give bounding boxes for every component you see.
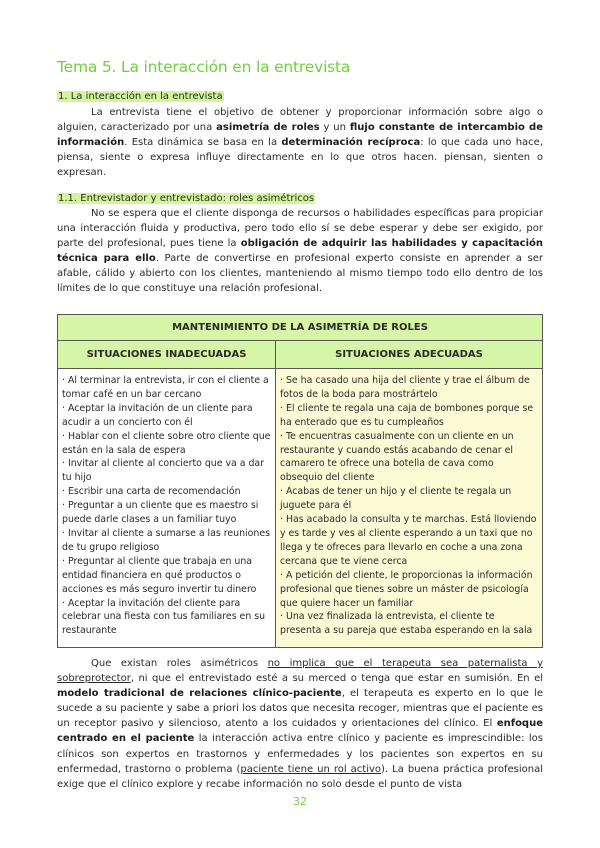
list-item: · Aceptar la invitación del cliente para celebrar una fiesta con tus familiares en su restaurante (62, 597, 266, 637)
list-item: · Preguntar a un cliente que es maestro si puede darle clases a un familiar tuyo (62, 500, 259, 526)
text-run: . Esta dinámica se basa en la (124, 137, 282, 149)
text-run: y un (319, 122, 350, 134)
list-item: · Preguntar al cliente que trabaja en una entidad financiera en qué productos o acciones es más seguro invertir tu dinero (62, 555, 257, 595)
column-header-adequate: SITUACIONES ADECUADAS (276, 341, 542, 369)
list-item: · Invitar al cliente al concierto que va a dar tu hijo (62, 458, 265, 484)
list-item: · Una vez finalizada la entrevista, el cliente te presenta a su pareja que estaba esperando en la sala (280, 611, 533, 637)
bold-term: modelo tradicional de relaciones clínico-paciente (57, 688, 342, 700)
section-heading-2-text: 1.1. Entrevistador y entrevistado: roles asimétricos (58, 193, 315, 204)
bold-term: determinación recíproca (281, 137, 421, 149)
text-run: Que existan roles asimétricos (91, 658, 268, 669)
list-item: · Aceptar la invitación de un cliente para acudir a un concierto con él (62, 402, 253, 428)
inadequate-situations-list (58, 369, 276, 647)
list-item: · Acabas de tener un hijo y el cliente te regala un juguete para él (280, 486, 512, 512)
text-run: : lo que cada uno hace, piensa, siente o expresa influye directamente en lo que otros hacen. piensan, sienten o expresan. (57, 137, 543, 179)
adequate-situations-list (276, 369, 542, 647)
bold-term: obligación de adquirir las habilidades y capacitación técnica para ello (57, 238, 543, 265)
underlined-term: paciente tiene un rol activo (240, 763, 382, 775)
list-item: · Invitar al cliente a sumarse a las reuniones de tu grupo religioso (62, 527, 270, 553)
table-title: MANTENIMIENTO DE LA ASIMETRÍA DE ROLES (58, 315, 542, 341)
list-item: · Se ha casado una hija del cliente y trae el álbum de fotos de la boda para mostrártelo (280, 375, 530, 400)
list-item: · Te encuentras casualmente con un cliente en un restaurante y cuando estás acabando de cenar el camarero te ofrece una botella de cava como obsequio del cliente (280, 430, 514, 484)
list-item: · El cliente te regala una caja de bombones porque se ha enterado que es tu cumpleaños (280, 402, 534, 428)
page-title: Tema 5. La interacción en la entrevista (57, 58, 351, 76)
list-item: · Hablar con el cliente sobre otro cliente que están en la sala de espera (62, 430, 271, 456)
text-run: , ni que el entrevistado esté a su merced o tenga que estar en sumisión. En el (130, 673, 543, 685)
section-2-paragraph (57, 206, 543, 297)
text-run: La entrevista tiene el objetivo de obtener y proporcionar información sobre algo o alguien, caracterizado por una (57, 107, 543, 134)
list-item: · Escribir una carta de recomendación (62, 486, 241, 498)
section-heading-2 (57, 193, 315, 204)
text-run: . Parte de convertirse en profesional experto consiste en aprender a ser afable, cálido y abierto con los clientes, manteniendo al mismo tiempo todo ello dentro de los límites de lo que constituye una relación profesional. (57, 253, 543, 295)
list-item: · A petición del cliente, le proporcionas la información profesional que tienes sobre un máster de psicología que quiere hacer un familiar (280, 569, 533, 609)
underlined-term: no implica que el terapeuta sea paternalista y sobreprotector (57, 658, 543, 685)
column-header-inadequate: SITUACIONES INADECUADAS (58, 341, 276, 369)
list-item: · Has acabado la consulta y te marchas. Está lloviendo y es tarde y ves al cliente esperando a un taxi que no llega y te ofreces para llevarlo en coche a una zona cercana que te viene cerca (280, 514, 537, 567)
list-item: · Al terminar la entrevista, ir con el cliente a tomar café en un bar cercano (62, 375, 269, 400)
bold-term: enfoque centrado en el paciente (57, 718, 543, 745)
bold-term: flujo constante de intercambio de información (57, 122, 543, 149)
section-1-paragraph (57, 105, 543, 180)
text-run: ). La buena práctica profesional exige que el clínico explore y recabe información no solo desde el punto de vista (57, 763, 543, 790)
text-run: la interacción activa entre clínico y paciente es imprescindible: los clínicos son expertos en trastornos y enfermedades y los pacientes son expertos en su enfermedad, trastorno o problema ( (57, 733, 543, 775)
text-run: No se espera que el cliente disponga de recursos o habilidades específicas para propiciar una interacción fluida y productiva, pero todo ello sí se debe esperar y debe ser exigido, por parte del profesional, pues tiene la (57, 208, 543, 250)
section-heading-1 (57, 91, 224, 102)
bold-term: asimetría de roles (216, 122, 320, 134)
text-run: , el terapeuta es experto en lo que le sucede a su paciente y sabe a priori los datos que necesita recoger, mientras que el paciente es un receptor pasivo y silencioso, atento a los cuidados y orientaciones del clínico. El (57, 688, 543, 730)
closing-paragraph (57, 656, 543, 792)
asymmetry-table (57, 314, 543, 648)
page-number: 32 (293, 795, 307, 808)
section-heading-1-text: 1. La interacción en la entrevista (58, 91, 223, 102)
